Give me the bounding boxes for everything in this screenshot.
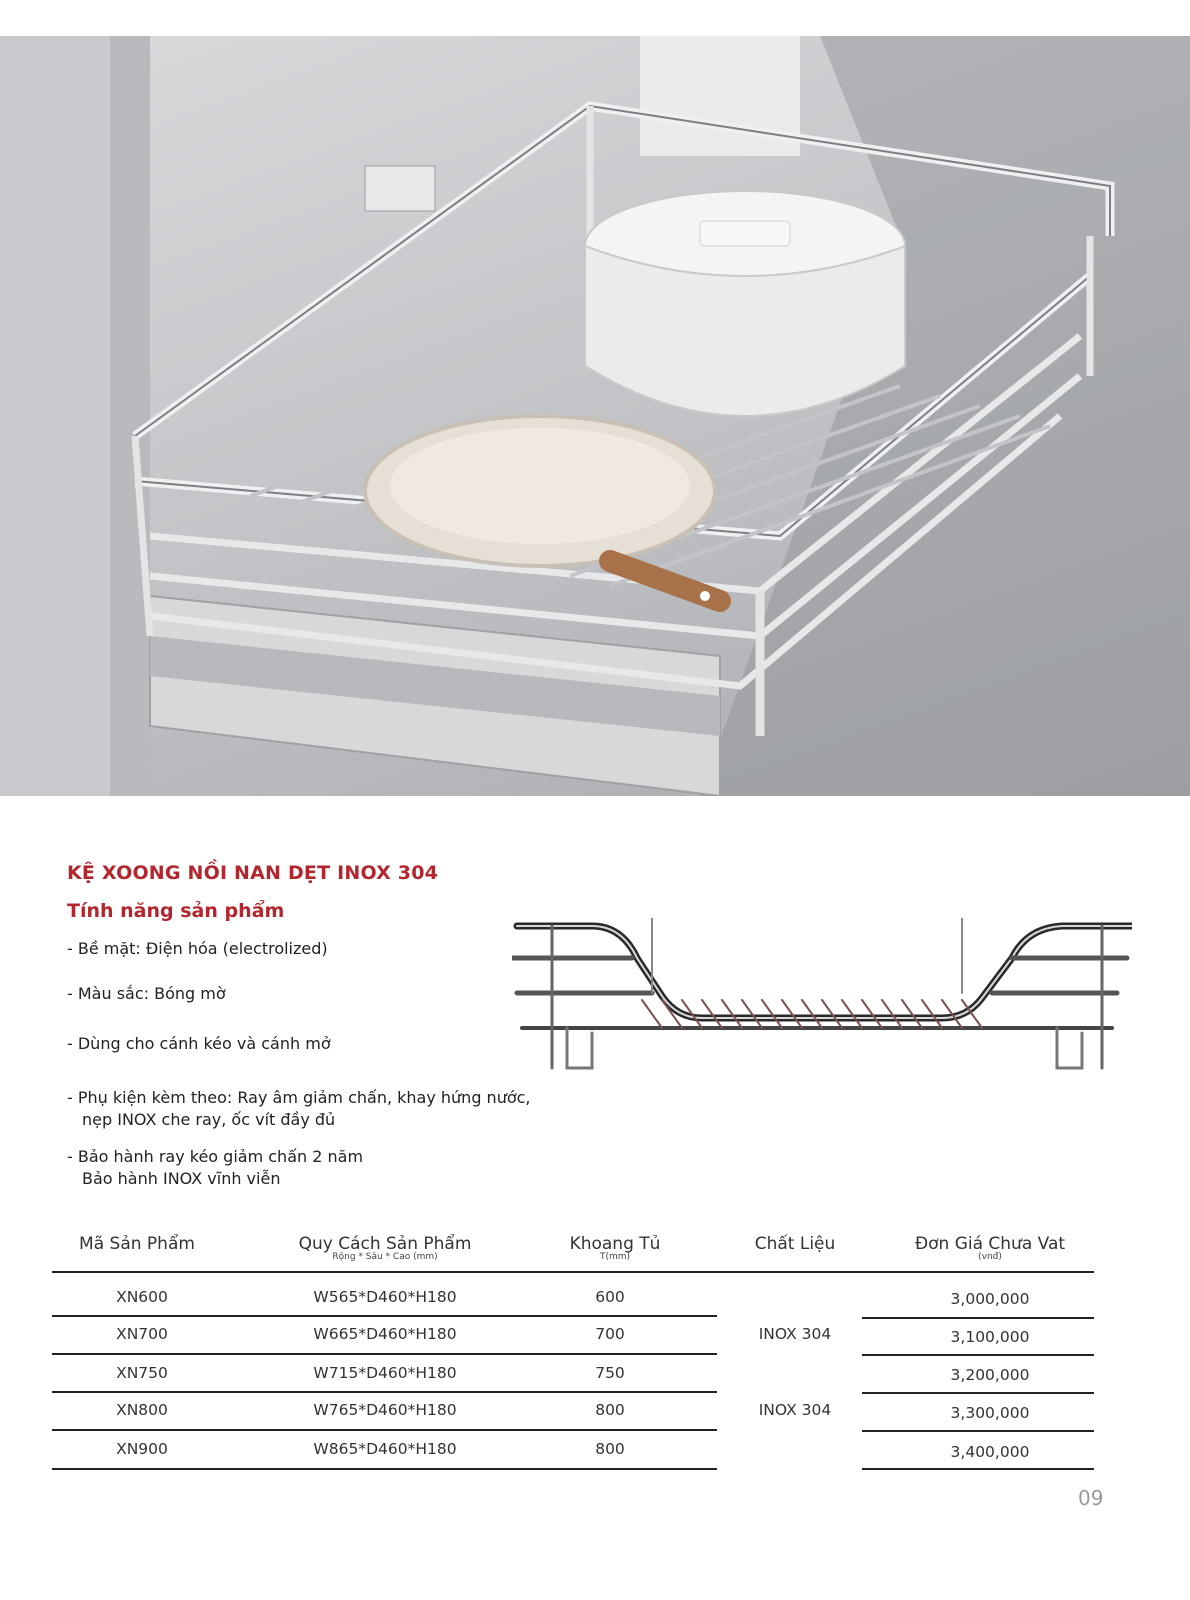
feature-text: - Màu sắc: Bóng mờ [67,984,226,1003]
feature-text: - Bề mặt: Điện hóa (electrolized) [67,939,328,958]
feature-text: - Bảo hành ray kéo giảm chấn 2 năm [67,1147,364,1166]
feature-text: - Phụ kiện kèm theo: Ray âm giảm chấn, khay hứng nước, [67,1088,531,1107]
header-cabinet: Khoang Tủ T(mm) [535,1234,695,1262]
feature-text: - Dùng cho cánh kéo và cánh mở [67,1034,331,1053]
header-price-unit: (vnđ) [978,1252,1002,1262]
cell-cabinet: 700 [595,1325,625,1343]
cell-price: 3,400,000 [950,1443,1030,1461]
feature-text-continued: nẹp INOX che ray, ốc vít đầy đủ [82,1110,336,1129]
cell-price: 3,200,000 [950,1366,1030,1384]
cell-spec: W565*D460*H180 [313,1288,457,1306]
feature-item [67,938,328,960]
row-divider [52,1315,717,1317]
cell-material: INOX 304 [758,1325,832,1343]
row-divider [52,1429,717,1431]
cell-spec: W665*D460*H180 [313,1325,457,1343]
header-spec-unit: Rộng * Sâu * Cao (mm) [332,1252,438,1262]
header-material: Chất Liệu [754,1234,836,1254]
cell-spec: W865*D460*H180 [313,1440,457,1458]
table-header-rule [52,1271,1094,1273]
hero-product-photo [0,36,1190,796]
row-divider [52,1353,717,1355]
feature-item [67,983,226,1005]
price-divider [862,1354,1094,1356]
table-bottom-rule [52,1468,717,1470]
features-heading: Tính năng sản phẩm [67,900,285,922]
price-bottom-rule [862,1468,1094,1470]
price-divider [862,1392,1094,1394]
feature-item [67,1087,531,1131]
feature-item [67,1146,363,1190]
cell-code: XN750 [116,1364,168,1382]
cell-cabinet: 800 [595,1401,625,1419]
cell-price: 3,300,000 [950,1404,1030,1422]
header-spec: Quy Cách Sản Phẩm Rộng * Sâu * Cao (mm) [280,1234,490,1262]
product-title: KỆ XOONG NỒI NAN DẸT INOX 304 [67,862,439,884]
cell-spec: W715*D460*H180 [313,1364,457,1382]
cell-code: XN900 [116,1440,168,1458]
basket-product-image [512,918,1132,1088]
feature-text-continued: Bảo hành INOX vĩnh viễn [82,1169,281,1188]
header-price: Đơn Giá Chưa Vat (vnđ) [880,1234,1100,1262]
price-divider [862,1317,1094,1319]
cell-code: XN800 [116,1401,168,1419]
cell-code: XN600 [116,1288,168,1306]
cell-material: INOX 304 [758,1401,832,1419]
header-cabinet-unit: T(mm) [599,1252,631,1262]
price-divider [862,1430,1094,1432]
cell-cabinet: 600 [595,1288,625,1306]
cell-price: 3,000,000 [950,1290,1030,1308]
feature-item [67,1033,331,1055]
page-number: 09 [1078,1486,1104,1510]
cell-cabinet: 750 [595,1364,625,1382]
header-product-code: Mã Sản Phẩm [79,1234,195,1254]
row-divider [52,1391,717,1393]
cell-cabinet: 800 [595,1440,625,1458]
cell-spec: W765*D460*H180 [313,1401,457,1419]
cell-code: XN700 [116,1325,168,1343]
pull-out-basket-illustration [0,36,1190,796]
cell-price: 3,100,000 [950,1328,1030,1346]
